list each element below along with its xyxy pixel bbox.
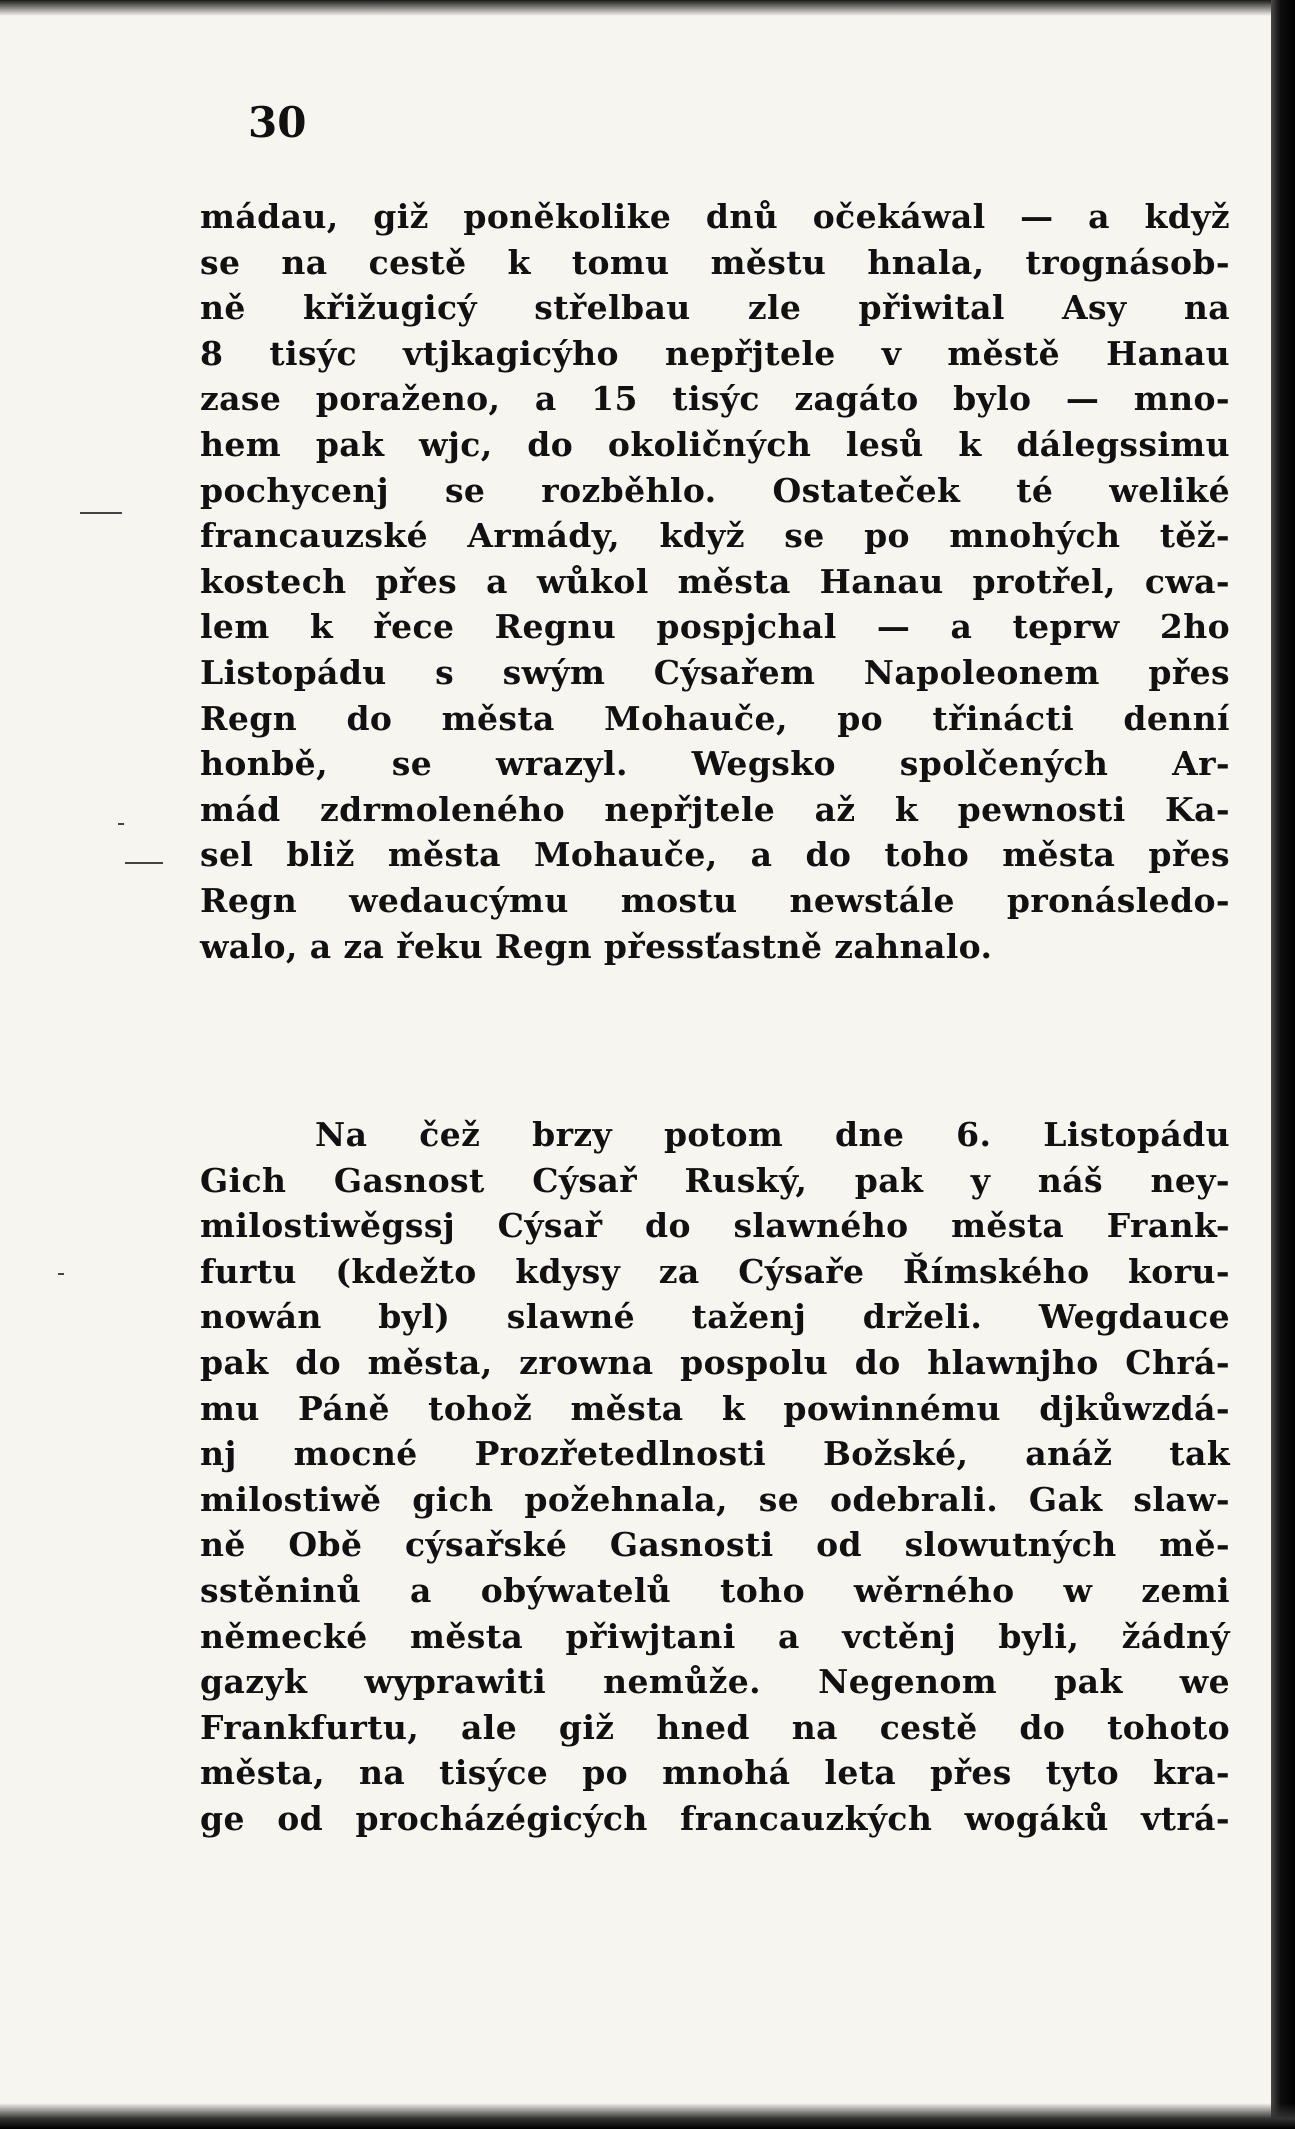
speck [118, 823, 124, 825]
text-line: německé města přiwjtani a vctěnj byli, žádný [200, 1616, 1230, 1656]
page-top-shadow [0, 0, 1295, 16]
text-line: furtu (kdežto kdysy za Cýsaře Římského koru- [200, 1251, 1230, 1291]
text-line: zase poraženo, a 15 tisýc zagáto bylo — mno- [200, 379, 1230, 419]
text-line: Regn wedaucýmu mostu newstále pronásledo- [200, 880, 1230, 920]
text-line: milostiwě gich požehnala, se odebrali. Gak slaw- [200, 1479, 1230, 1519]
text-line: Regn do města Mohauče, po třinácti denní [200, 698, 1230, 738]
text-line: walo, a za řeku Regn přessťastně zahnalo. [200, 926, 993, 966]
text-line: Frankfurtu, ale giž hned na cestě do tohoto [200, 1707, 1230, 1747]
text-line: Listopádu s swým Cýsařem Napoleonem přes [200, 652, 1230, 692]
text-line: mu Páně tohož města k powinnému djkůwzdá- [200, 1388, 1230, 1428]
text-line: ně křižugicý střelbau zle přiwital Asy na [200, 288, 1230, 328]
text-line: nj mocné Prozřetedlnosti Božské, anáž tak [200, 1434, 1230, 1474]
text-line: ně Obě cýsařské Gasnosti od slowutných mě- [200, 1525, 1230, 1565]
text-line: sel bliž města Mohauče, a do toho města přes [200, 835, 1230, 875]
text-line: 8 tisýc vtjkagicýho nepřjtele v městě Hanau [200, 333, 1230, 373]
binding-edge [1271, 0, 1295, 2129]
speck [58, 1273, 64, 1275]
text-line: pak do města, zrowna pospolu do hlawnjho Chrá- [200, 1342, 1230, 1382]
page-number: 30 [248, 98, 307, 147]
text-line: milostiwěgssj Cýsař do slawného města Frank- [200, 1206, 1230, 1246]
text-line: pochycenj se rozběhlo. Ostateček té weliké [200, 470, 1230, 510]
page-bottom-shadow [0, 2103, 1295, 2129]
paragraph-2 [200, 1112, 1230, 1842]
text-line: města, na tisýce po mnohá leta přes tyto kra- [200, 1753, 1230, 1793]
text-line: se na cestě k tomu městu hnala, trognásob- [200, 242, 1230, 282]
text-line: ge od procházégicých francauzkých wogáků vtrá- [200, 1798, 1230, 1838]
text-line: Na čež brzy potom dne 6. Listopádu [315, 1115, 1230, 1154]
text-line: hem pak wjc, do okoličných lesů k dálegssimu [200, 424, 1230, 464]
paragraph-1 [200, 194, 1230, 969]
text-line: nowán byl) slawné taženj drželi. Wegdauce [200, 1297, 1230, 1337]
text-line: kostech přes a wůkol města Hanau protřel, cwa- [200, 561, 1230, 601]
text-line: sstěninů a obýwatelů toho wěrného w zemi [200, 1570, 1230, 1610]
text-line: lem k řece Regnu pospjchal — a teprw 2ho [200, 607, 1230, 647]
text-line: gazyk wyprawiti nemůže. Negenom pak we [200, 1662, 1230, 1702]
speck [80, 512, 122, 514]
text-line: mád zdrmoleného nepřjtele až k pewnosti Ka- [200, 789, 1230, 829]
text-line: mádau, giž poněkolike dnů očekáwal — a když [200, 197, 1230, 236]
text-line: honbě, se wrazyl. Wegsko spolčených Ar- [200, 744, 1230, 784]
text-line: Gich Gasnost Cýsař Ruský, pak y náš ney- [200, 1160, 1230, 1200]
text-line: francauzské Armády, když se po mnohých těž- [200, 516, 1230, 556]
speck [125, 862, 163, 864]
